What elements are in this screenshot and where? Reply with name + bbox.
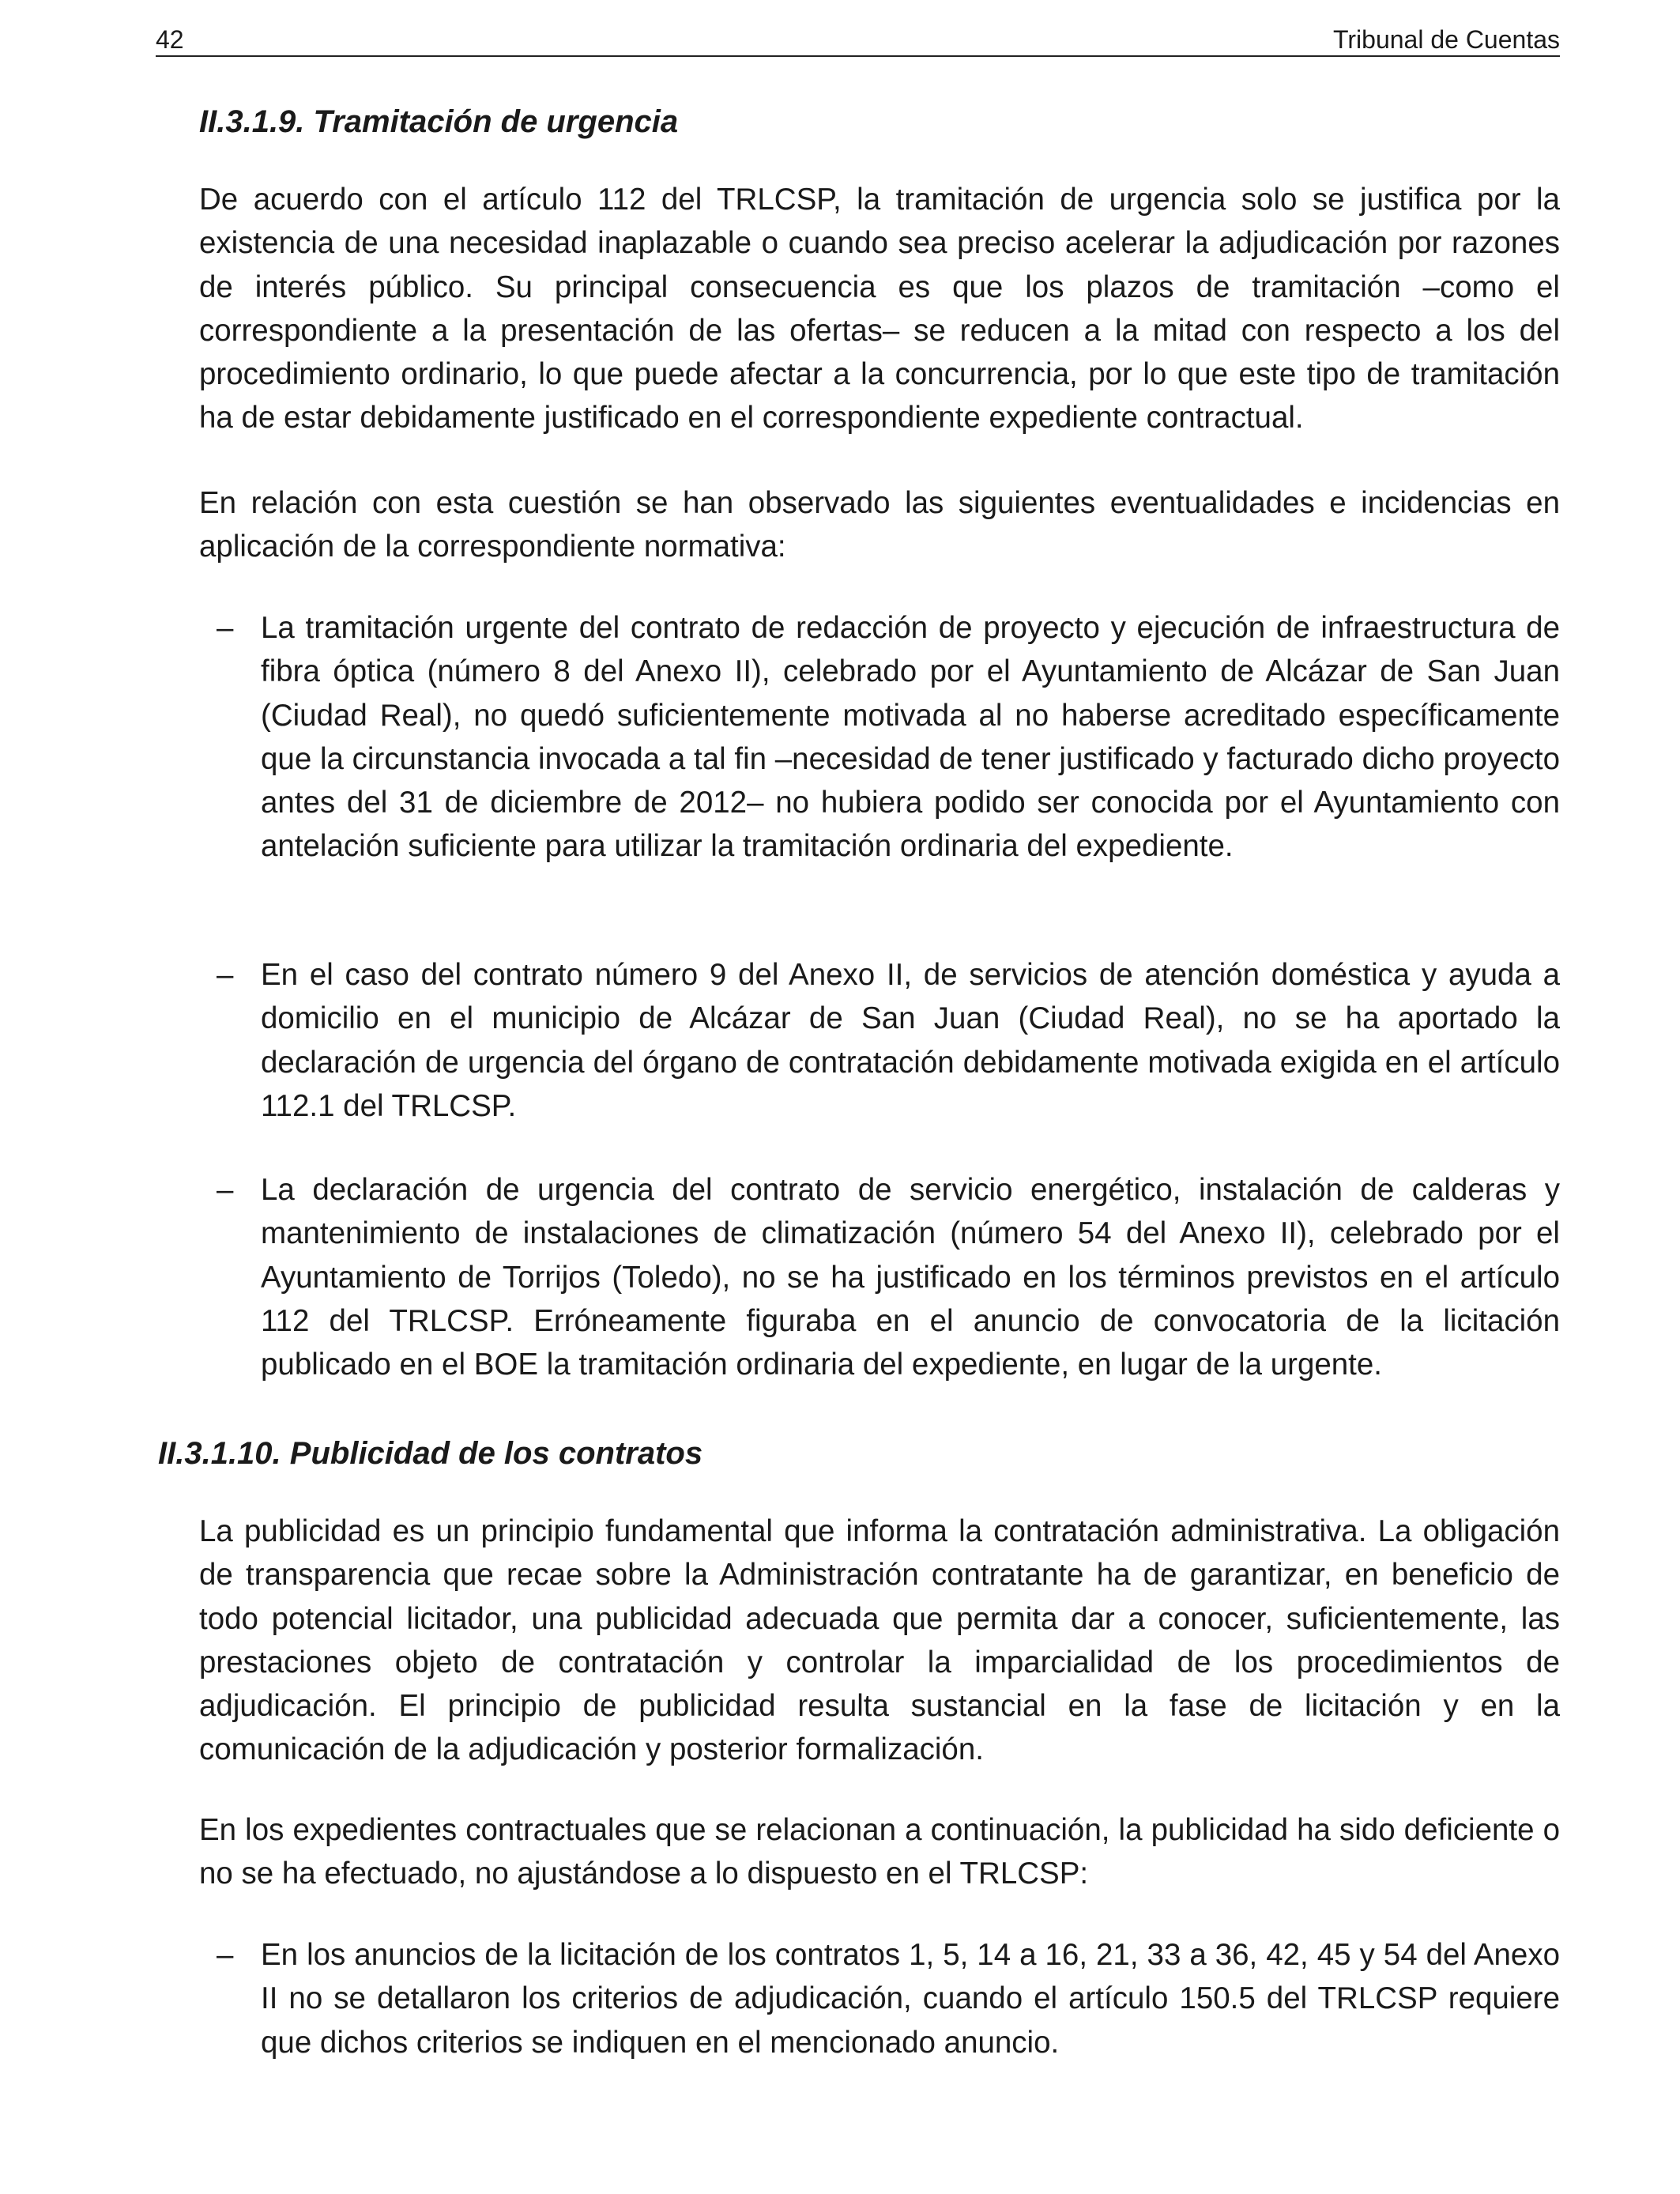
page-number: 42 — [156, 25, 184, 54]
bullet-dash: – — [217, 1173, 234, 1207]
bullet-dash: – — [217, 958, 234, 992]
list-item-text: En los anuncios de la licitación de los contratos 1, 5, 14 a 16, 21, 33 a 36, 42, 45 y 54 del Anexo II no se detallaron los criterios de adjudicación, cuando el artículo 150.5 del TRLCSP requiere que dichos criterios se indiquen en el mencionado anuncio. — [261, 1938, 1560, 2060]
list-item-text: La tramitación urgente del contrato de redacción de proyecto y ejecución de infraestructura de fibra óptica (número 8 del Anexo II), celebrado por el Ayuntamiento de Alcázar de San Juan (Ciudad Real), no quedó suficientemente motivada al no haberse acreditado específicamente que la circunstancia invocada a tal fin –necesidad de tener justificado y facturado dicho proyecto antes del 31 de diciembre de 2012– no hubiera podido ser conocida por el Ayuntamiento con antelación suficiente para utilizar la tramitación ordinaria del expediente. — [261, 611, 1560, 864]
section-heading-tramitacion-urgencia: II.3.1.9. Tramitación de urgencia — [199, 104, 679, 139]
paragraph-urgencia-intro: De acuerdo con el artículo 112 del TRLCSP, la tramitación de urgencia solo se justifica por la existencia de una necesidad inaplazable o cuando sea preciso acelerar la adjudicación por razones de interés público. Su principal consecuencia es que los plazos de tramitación –como el correspondiente a la presentación de las ofertas– se reducen a la mitad con respecto a los del procedimiento ordinario, lo que puede afectar a la concurrencia, por lo que este tipo de tramitación ha de estar debidamente justificado en el correspondiente expediente contractual. — [199, 183, 1560, 435]
paragraph-publicidad-expedientes: En los expedientes contractuales que se relacionan a continuación, la publicidad ha sido deficiente o no se ha efectuado, no ajustándose a lo dispuesto en el TRLCSP: — [199, 1813, 1560, 1891]
paragraph-urgencia-observaciones: En relación con esta cuestión se han observado las siguientes eventualidades e incidencias en aplicación de la correspondiente normativa: — [199, 486, 1560, 564]
page-header — [156, 21, 1560, 57]
bullet-dash: – — [217, 1938, 234, 1972]
running-title: Tribunal de Cuentas — [1333, 25, 1560, 54]
bullet-dash: – — [217, 611, 234, 645]
paragraph-publicidad-intro: La publicidad es un principio fundamental que informa la contratación administrativa. La obligación de transparencia que recae sobre la Administración contratante ha de garantizar, en beneficio de todo potencial licitador, una publicidad adecuada que permita dar a conocer, suficientemente, las prestaciones objeto de contratación y controlar la imparcialidad de los procedimientos de adjudicación. El principio de publicidad resulta sustancial en la fase de licitación y en la comunicación de la adjudicación y posterior formalización. — [199, 1514, 1560, 1767]
list-item-text: En el caso del contrato número 9 del Anexo II, de servicios de atención doméstica y ayuda a domicilio en el municipio de Alcázar de San Juan (Ciudad Real), no se ha aportado la declaración de urgencia del órgano de contratación debidamente motivada exigida en el artículo 112.1 del TRLCSP. — [261, 958, 1560, 1123]
section-heading-publicidad-contratos: II.3.1.10. Publicidad de los contratos — [158, 1436, 703, 1471]
list-item-text: La declaración de urgencia del contrato de servicio energético, instalación de calderas y mantenimiento de instalaciones de climatización (número 54 del Anexo II), celebrado por el Ayuntamiento de Torrijos (Toledo), no se ha justificado en los términos previstos en el artículo 112 del TRLCSP. Erróneamente figuraba en el anuncio de convocatoria de la licitación publicado en el BOE la tramitación ordinaria del expediente, en lugar de la urgente. — [261, 1173, 1560, 1382]
